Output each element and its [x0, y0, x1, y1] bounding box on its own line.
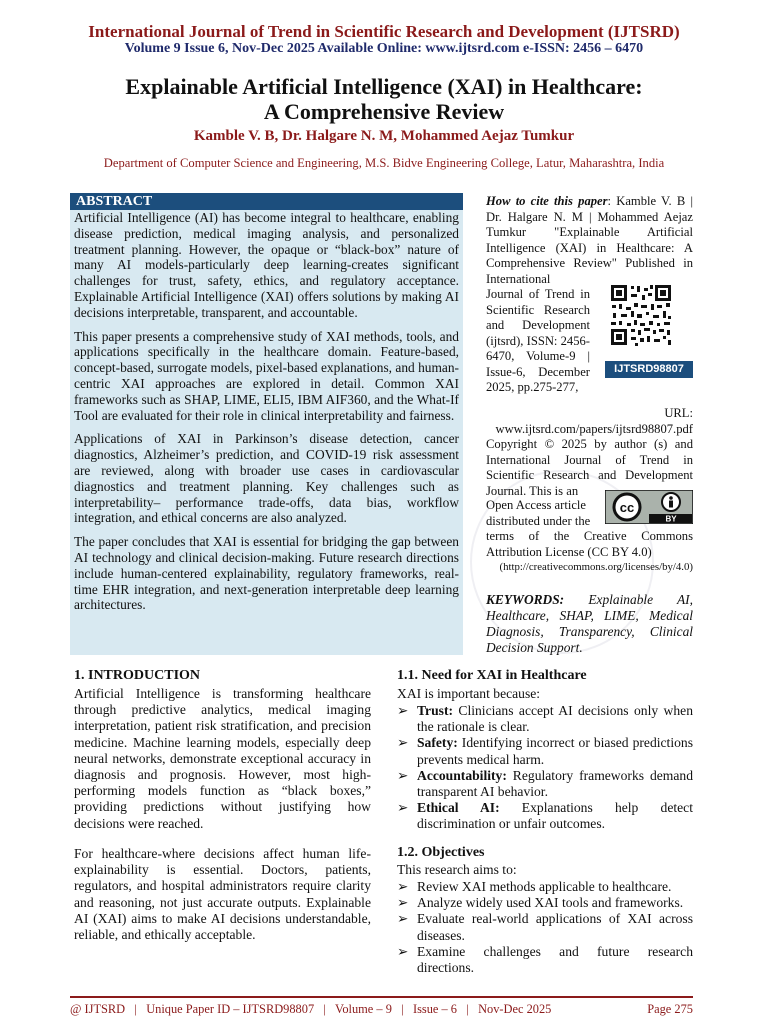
bullet-arrow-icon: ➢ — [397, 943, 409, 959]
license-link[interactable]: (http://creativecommons.org/licenses/by/4.0) — [499, 561, 693, 573]
abstract-heading: ABSTRACT — [70, 193, 463, 210]
need-item-term: Safety: — [417, 735, 458, 751]
citation-label: How to cite this paper — [486, 194, 608, 208]
copyright-side-text: Open Access article distributed under the — [486, 498, 591, 528]
keywords-text: Explainable AI, Healthcare, SHAP, LIME, Medical Diagnosis, Transparency, Clinical Decision Support. — [486, 592, 693, 655]
abstract-body — [74, 210, 459, 613]
bullet-arrow-icon: ➢ — [397, 735, 409, 751]
journal-title: International Journal of Trend in Scientific Research and Development (IJTSRD) — [88, 22, 680, 41]
need-item — [397, 800, 693, 832]
need-item-text: Regulatory frameworks demand transparent AI behavior. — [417, 767, 693, 800]
need-item — [397, 735, 693, 767]
bullet-arrow-icon: ➢ — [397, 703, 409, 718]
bullet-arrow-icon: ➢ — [397, 911, 409, 927]
bullet-arrow-icon: ➢ — [397, 895, 409, 911]
citation-side-text: Journal of Trend in Scientific Research and Development (ijtsrd), ISSN: 2456-6470, Volume-9 | Issue-6, December 2025, pp.275-277, — [486, 287, 590, 394]
bullet-arrow-icon: ➢ — [397, 879, 409, 894]
paper-affiliation: Department of Computer Science and Engineering, M.S. Bidve Engineering College, Latur, Maharashtra, India — [103, 156, 665, 170]
abstract-paragraph-4: The paper concludes that XAI is essential for bridging the gap between AI technology and clinical decision-making. Future research directions include human-centered explainability, regulatory frameworks, real-time EHR integration, and next-generation interpretable deep learning architectures. — [74, 534, 459, 613]
objectives-list — [397, 879, 693, 976]
paper-id-badge: IJTSRD98807 — [605, 361, 693, 378]
keywords-label: KEYWORDS: — [486, 592, 565, 607]
abstract-paragraph-2: This paper presents a comprehensive study of XAI methods, tools, and applications specifically in the healthcare domain. Feature-based, concept-based, surrogate models, pixel-based explanations, and human-centric XAI approaches are explored in detail. Common XAI frameworks such as SHAP, LIME, ELI5, IBM AIF360, and the What-If Tool are evaluated for their role in clinical interpretability and fairness. — [74, 328, 459, 423]
copyright-text: Copyright © 2025 by author (s) and International Journal of Trend in Scientific Research and Development Journal. This is an — [486, 437, 693, 498]
need-item-text: Explanations help detect discrimination or unfair outcomes. — [417, 800, 693, 832]
need-lead: XAI is important because: — [397, 686, 541, 701]
abstract-paragraph-3: Applications of XAI in Parkinson’s disease detection, cancer diagnostics, Alzheimer’s prediction, and COVID-19 risk assessment are reviewed, along with broader use cases in cardiovascular diagnostics and treatment planning. Key challenges such as interpretability– performance trade-offs, data bias, workflow integration, and ethical concerns are also analyzed. — [74, 431, 459, 526]
need-item-term: Trust: — [417, 703, 453, 718]
need-list — [397, 703, 693, 833]
bullet-arrow-icon: ➢ — [397, 800, 409, 816]
intro-paragraph-2: For healthcare-where decisions affect human life-explainability is essential. Doctors, patients, regulators, and hospital administrators require clarity and reasoning, not just accurate outputs. Explainable AI (XAI) aims to make AI decisions understandable, reliable, and ethically acceptable. — [74, 846, 371, 943]
objective-text: Examine challenges and future research directions. — [417, 943, 693, 976]
objective-text: Analyze widely used XAI tools and frameworks. — [417, 895, 684, 911]
copyright-license-text: terms of the Creative Commons Attribution License (CC BY 4.0) — [486, 529, 693, 559]
objective-text: Review XAI methods applicable to healthcare. — [417, 879, 672, 894]
need-item — [397, 703, 693, 735]
need-item — [397, 768, 693, 800]
objective-item — [397, 879, 693, 895]
abstract-paragraph-1: Artificial Intelligence (AI) has become integral to healthcare, enabling disease prediction, medical imaging analysis, and personalized treatment planning. However, the opaque or “black-box” nature of many AI models-particularly deep learning-creates significant challenges for trust, safety, ethics, and regulatory acceptance. Explainable Artificial Intelligence (XAI) offers solutions by making AI decisions interpretable, transparent, and accountable. — [74, 210, 459, 320]
cc-by-license-icon[interactable] — [605, 490, 693, 524]
paper-title-line2: A Comprehensive Review — [263, 99, 505, 124]
svg-text:cc: cc — [619, 500, 635, 515]
citation-url-wrap — [486, 406, 693, 437]
citation-url-label: URL: — [664, 406, 693, 420]
citation-url-link[interactable]: www.ijtsrd.com/papers/ijtsrd98807.pdf — [495, 421, 693, 436]
objective-item — [397, 944, 693, 976]
paper-authors: Kamble V. B, Dr. Halgare N. M, Mohammed Aejaz Tumkur — [193, 128, 575, 144]
intro-heading: 1. INTRODUCTION — [74, 668, 201, 683]
objective-item — [397, 895, 693, 911]
paper-title — [0, 74, 768, 124]
objective-text: Evaluate real-world applications of XAI across diseases. — [417, 911, 693, 943]
need-item-text: Clinicians accept AI decisions only when the rationale is clear. — [417, 703, 693, 735]
journal-issue-line: Volume 9 Issue 6, Nov-Dec 2025 Available Online: www.ijtsrd.com e-ISSN: 2456 – 6470 — [124, 41, 644, 56]
page-number: Page 275 — [647, 1002, 693, 1016]
need-item-term: Ethical AI: — [417, 800, 500, 816]
footer-info: @ IJTSRD | Unique Paper ID – IJTSRD98807 | Volume – 9 | Issue – 6 | Nov-Dec 2025 — [70, 1002, 552, 1016]
objectives-lead: This research aims to: — [397, 862, 517, 877]
objectives-heading: 1.2. Objectives — [397, 845, 485, 860]
intro-paragraph-1: Artificial Intelligence is transforming healthcare through predictive analytics, medical imaging interpretation, patient risk stratification, and precision medicine. Machine learning models, especially deep neural networks, demonstrate exceptional accuracy in diagnosis and prognosis. However, most high-performing models function as “black boxes,” providing predictions without justifying how decisions were reached. — [74, 686, 371, 831]
keywords — [486, 592, 693, 656]
need-item-text: Identifying incorrect or biased predictions prevents medical harm. — [417, 735, 693, 767]
page-footer — [70, 1002, 693, 1017]
objective-item — [397, 911, 693, 943]
need-heading: 1.1. Need for XAI in Healthcare — [397, 668, 587, 683]
cc-badge-label: BY — [665, 514, 677, 524]
need-item-term: Accountability: — [417, 767, 507, 783]
bullet-arrow-icon: ➢ — [397, 767, 409, 783]
citation-block — [486, 194, 693, 287]
footer-rule — [70, 996, 693, 998]
qr-code-icon — [609, 283, 673, 347]
paper-title-line1: Explainable Artificial Intelligence (XAI) in Healthcare: — [125, 74, 643, 99]
citation-text: : Kamble V. B | Dr. Halgare N. M | Mohammed Aejaz Tumkur "Explainable Artificial Intelligence (XAI) in Healthcare: A Comprehensive Review" Published in International — [486, 194, 693, 286]
